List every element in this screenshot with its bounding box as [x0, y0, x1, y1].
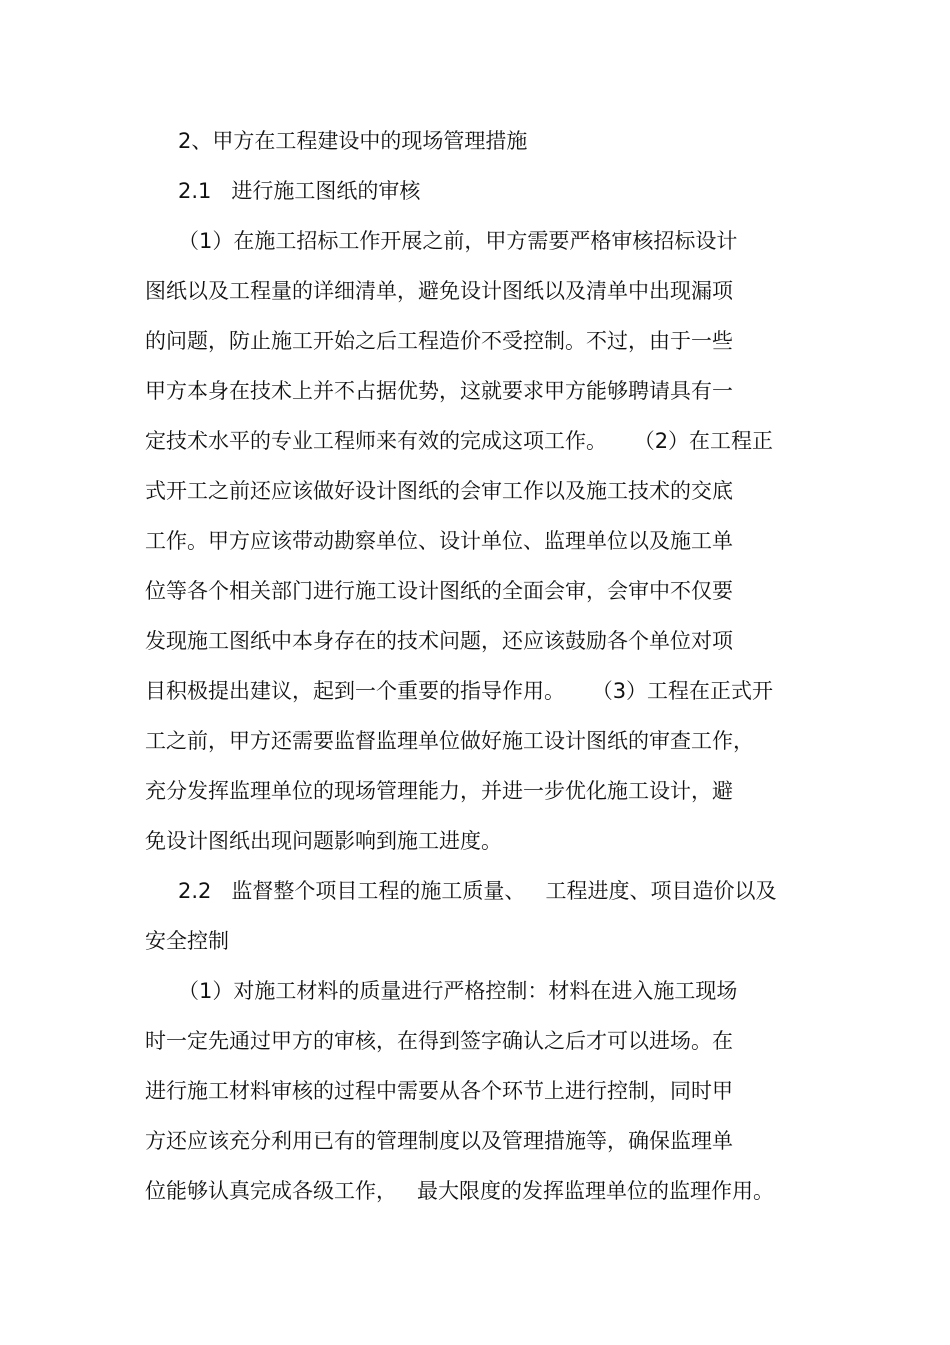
paragraph-line: 的问题，防止施工开始之后工程造价不受控制。不过，由于一些	[145, 329, 733, 353]
paragraph-line: 目积极提出建议，起到一个重要的指导作用。 （3）工程在正式开	[145, 679, 774, 703]
paragraph-line: 式开工之前还应该做好设计图纸的会审工作以及施工技术的交底	[145, 479, 733, 503]
section-heading-2: 2、甲方在工程建设中的现场管理措施	[178, 129, 528, 153]
paragraph-line: 定技术水平的专业工程师来有效的完成这项工作。 （2）在工程正	[145, 429, 774, 453]
paragraph-line: 位能够认真完成各级工作， 最大限度的发挥监理单位的监理作用。	[145, 1179, 775, 1203]
paragraph-line: 充分发挥监理单位的现场管理能力，并进一步优化施工设计，避	[145, 779, 733, 803]
paragraph-line: 工作。甲方应该带动勘察单位、设计单位、监理单位以及施工单	[145, 529, 733, 553]
paragraph-line: 免设计图纸出现问题影响到施工进度。	[145, 829, 502, 853]
subsection-heading-2-1: 2.1 进行施工图纸的审核	[178, 179, 421, 203]
paragraph-line: 位等各个相关部门进行施工设计图纸的全面会审，会审中不仅要	[145, 579, 733, 603]
paragraph-line: 发现施工图纸中本身存在的技术问题，还应该鼓励各个单位对项	[145, 629, 733, 653]
subsection-heading-2-2-cont: 安全控制	[145, 929, 229, 953]
paragraph-line: 进行施工材料审核的过程中需要从各个环节上进行控制，同时甲	[145, 1079, 733, 1103]
paragraph-line: 甲方本身在技术上并不占据优势，这就要求甲方能够聘请具有一	[145, 379, 733, 403]
subsection-heading-2-2: 2.2 监督整个项目工程的施工质量、 工程进度、项目造价以及	[178, 879, 777, 903]
paragraph-line: （1）在施工招标工作开展之前，甲方需要严格审核招标设计	[178, 229, 738, 253]
paragraph-line: 工之前，甲方还需要监督监理单位做好施工设计图纸的审查工作，	[145, 729, 754, 753]
paragraph-line: （1）对施工材料的质量进行严格控制：材料在进入施工现场	[178, 979, 738, 1003]
paragraph-line: 图纸以及工程量的详细清单，避免设计图纸以及清单中出现漏项	[145, 279, 733, 303]
paragraph-line: 时一定先通过甲方的审核，在得到签字确认之后才可以进场。在	[145, 1029, 733, 1053]
paragraph-line: 方还应该充分利用已有的管理制度以及管理措施等，确保监理单	[145, 1129, 733, 1153]
